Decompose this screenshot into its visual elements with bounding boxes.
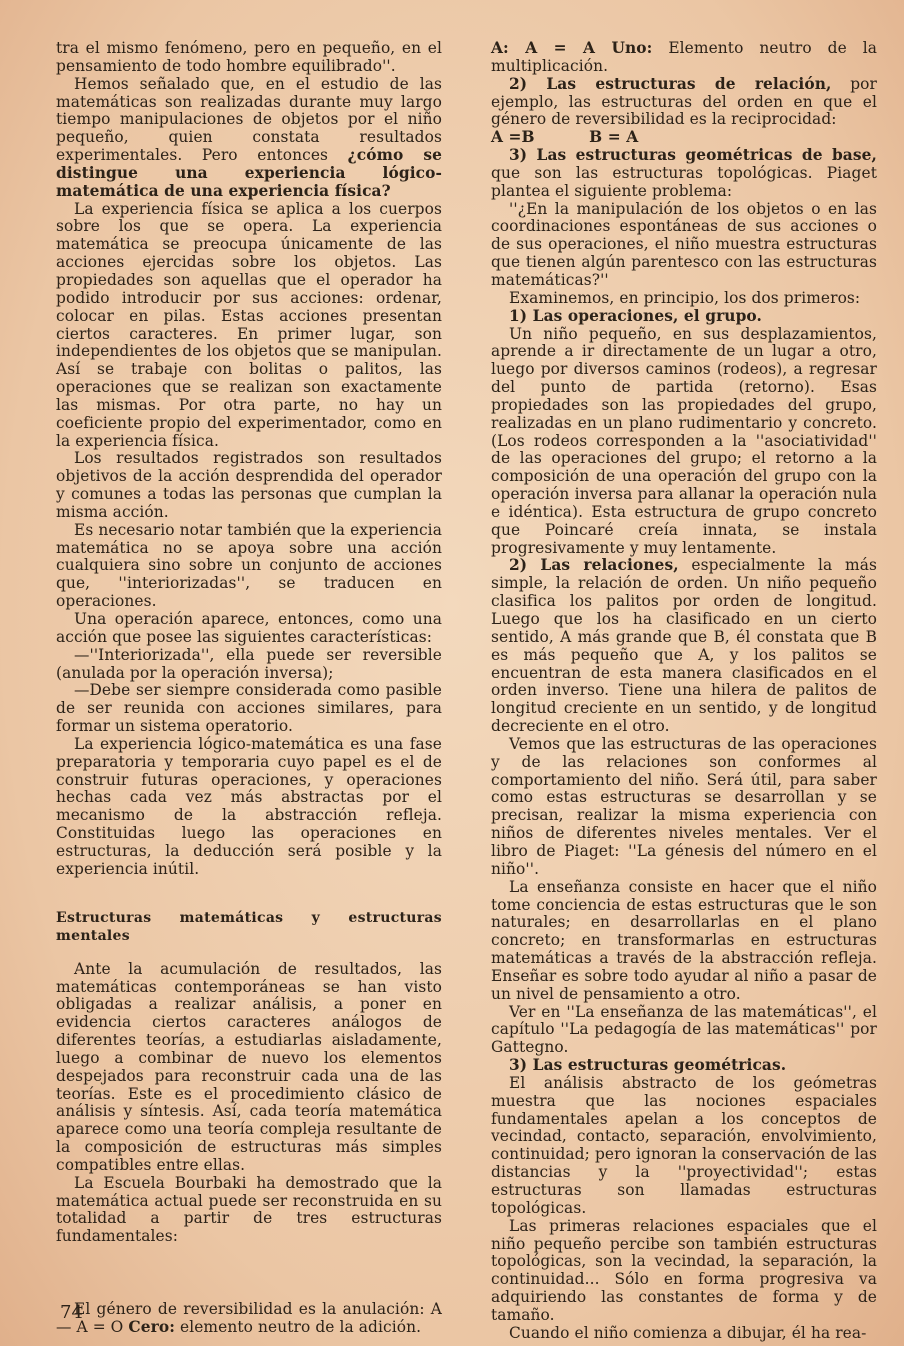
paragraph: La enseñanza consiste en hacer que el niño tome conciencia de estas estructuras que le son naturales; en desarrollarlas en el plano concreto; en transformarlas en estructuras matemáticas a través de la abstracción refleja. Enseñar es sobre todo ayudar al niño a pasar de un nivel de pensamiento a otro.: [491, 877, 877, 1003]
paragraph: —Debe ser siempre considerada como pasible de ser reunida con acciones similares, para formar un sistema operatorio.: [56, 681, 442, 736]
paragraph: Examinemos, en principio, los dos primeros:: [509, 288, 861, 307]
section-heading: Estructuras matemáticas y estructuras mentales: [56, 909, 442, 944]
term-bold: A: A = A: [491, 39, 612, 57]
paragraph: La experiencia física se aplica a los cuerpos sobre los que se opera. La experiencia matemática se preocupa únicamente de las acciones ejercidas sobre los objetos. Las propiedades son aquellas que el operador ha podido introducir por sus acciones: ordenar, colocar en pilas. Estas acciones presentan ciertos caracteres. En primer lugar, son independientes de los objetos que se manipulan. Así se trabaje con bolitas o palitos, las operaciones que se realizan son exactamente las mismas. Por otra parte, no hay un coeficiente propio del experimentador, como en la experiencia física.: [56, 199, 442, 450]
item-heading: 1) Las operaciones, el grupo.: [509, 306, 762, 325]
paragraph: Las primeras relaciones espaciales que el niño pequeño percibe son también estructuras topológicas, son la vecindad, la separación, la continuidad... Sólo en forma progresiva va adquiriendo las constantes de forma y de tamaño.: [491, 1216, 877, 1324]
paragraph: [56, 76, 442, 201]
paragraph-text: por ejemplo, las estructuras del orden en que el género de reversibilidad es la reciprocidad:: [491, 74, 877, 129]
paragraph-text: Elemento neutro de la multiplicación.: [491, 39, 877, 75]
paragraph: Los resultados registrados son resultados objetivos de la acción desprendida del operador y comunes a todas las personas que cumplan la misma acción.: [56, 449, 442, 521]
paragraph: Cuando el niño comienza a dibujar, él ha rea-: [509, 1323, 867, 1342]
item-heading: 3) Las estructuras geométricas.: [509, 1056, 787, 1075]
page-number: 74: [60, 1302, 83, 1323]
question-bold: ¿cómo se distingue una experiencia lógico-matemática de una experiencia física?: [56, 146, 442, 200]
paragraph-text: que son las estructuras topológicas. Piaget plantea el siguiente problema:: [491, 163, 877, 200]
paragraph: Ver en ''La enseñanza de las matemáticas'', el capítulo ''La pedagogía de las matemáticas'' por Gattegno.: [491, 1002, 877, 1057]
paragraph: [491, 557, 877, 735]
paragraph: Vemos que las estructuras de las operaciones y de las relaciones son conformes al comportamiento del niño. Será útil, para saber como estas estructuras se desarrollan y se precisan, realizar la misma experiencia con niños de diferentes niveles mentales. Ver el libro de Piaget: ''La génesis del número en el niño''.: [491, 734, 877, 878]
item-heading: 2) Las relaciones,: [509, 556, 679, 575]
paragraph: —''Interiorizada'', ella puede ser reversible (anulada por la operación inversa);: [56, 645, 442, 682]
paragraph-text: especialmente la más simple, la relación de orden. Un niño pequeño clasifica los palitos por orden de longitud. Luego que los ha clasificado en un cierto sentido, A más grande que B, él constata que B es más pequeño que A, y los palitos se encuentran de esta manera clasificados en el orden inverso. Tiene una hilera de palitos de longitud creciente en un sentido, y de longitud decreciente en el otro.: [491, 556, 877, 736]
term-bold: Uno:: [611, 39, 653, 57]
paragraph: [56, 1301, 442, 1337]
paragraph: [491, 40, 877, 76]
paragraph-text: elemento neutro de la adición.: [175, 1318, 422, 1336]
paragraph: [491, 147, 877, 201]
paragraph: ''¿En la manipulación de los objetos o en las coordinaciones espontáneas de sus acciones o de sus operaciones, el niño muestra estructuras que tienen algún parentesco con las estructuras matemáticas?'': [491, 199, 877, 289]
paragraph: Una operación aparece, entonces, como una acción que posee las siguientes características:: [56, 610, 442, 646]
right-column: [491, 40, 877, 1343]
paragraph: La Escuela Bourbaki ha demostrado que la matemática actual puede ser reconstruida en su totalidad a partir de tres estructuras fundamentales:: [56, 1173, 442, 1246]
item-heading: 2) Las estructuras de relación,: [509, 74, 832, 93]
left-column: [56, 40, 442, 1337]
paragraph: La experiencia lógico-matemática es una fase preparatoria y temporaria cuyo papel es el de construir futuras operaciones, y operaciones hechas cada vez más abstractas por el mecanismo de la abstracción refleja. Constituidas luego las operaciones en estructuras, la deducción será posible y la experiencia inútil.: [56, 734, 442, 878]
term-bold: Cero:: [128, 1318, 175, 1336]
paragraph: Un niño pequeño, en sus desplazamientos, aprende a ir directamente de un lugar a otro, luego por diversos caminos (rodeos), a regresar del punto de partida (retorno). Esas propiedades son las propiedades del grupo, realizadas en un plano rudimentario y concreto. (Los rodeos corresponden a la ''asociatividad'' de las operaciones del grupo; el retorno a la composición de una operación del grupo con la operación inversa para allanar la operación nula e idéntica). Esta estructura de grupo concreto que Poincaré creía innata, se instala progresivamente y muy lentamente.: [491, 324, 877, 557]
paragraph: Ante la acumulación de resultados, las matemáticas contemporáneas se han visto obligadas a realizar análisis, a poner en evidencia ciertos caracteres análogos de diferentes teorías, a estudiarlas aisladamente, luego a combinar de nuevo los elementos despejados para reconstruir cada una de las teorías. Este es el procedimiento clásico de análisis y síntesis. Así, cada teoría matemática aparece como una teoría compleja resultante de la composición de estructuras más simples compatibles entre ellas.: [56, 959, 442, 1174]
paragraph: tra el mismo fenómeno, pero en pequeño, en el pensamiento de todo hombre equilibrado''.: [56, 39, 442, 75]
paragraph: Es necesario notar también que la experiencia matemática no se apoya sobre una acción cualquiera sino sobre un conjunto de acciones que, ''interiorizadas'', se traducen en operaciones.: [56, 520, 442, 611]
paragraph: El análisis abstracto de los geómetras muestra que las nociones espaciales fundamentales apelan a los conceptos de vecindad, contacto, separación, envolvimiento, continuidad; pero ignoran la conservación de las distancias y la ''proyectividad''; estas estructuras son llamadas estructuras topológicas.: [491, 1073, 877, 1217]
paragraph-text: Hemos señalado que, en el estudio de las matemáticas son realizadas durante muy largo tiempo manipulaciones de objetos por el niño pequeño, quien constata resultados experimentales. Pero entonces: [56, 74, 442, 165]
formula: A =B B = A: [491, 128, 639, 147]
paragraph: [491, 76, 877, 130]
paragraph-text: El género de reversibilidad es la anulación: A — A = O: [56, 1300, 442, 1336]
item-heading: 3) Las estructuras geométricas de base,: [509, 146, 877, 165]
